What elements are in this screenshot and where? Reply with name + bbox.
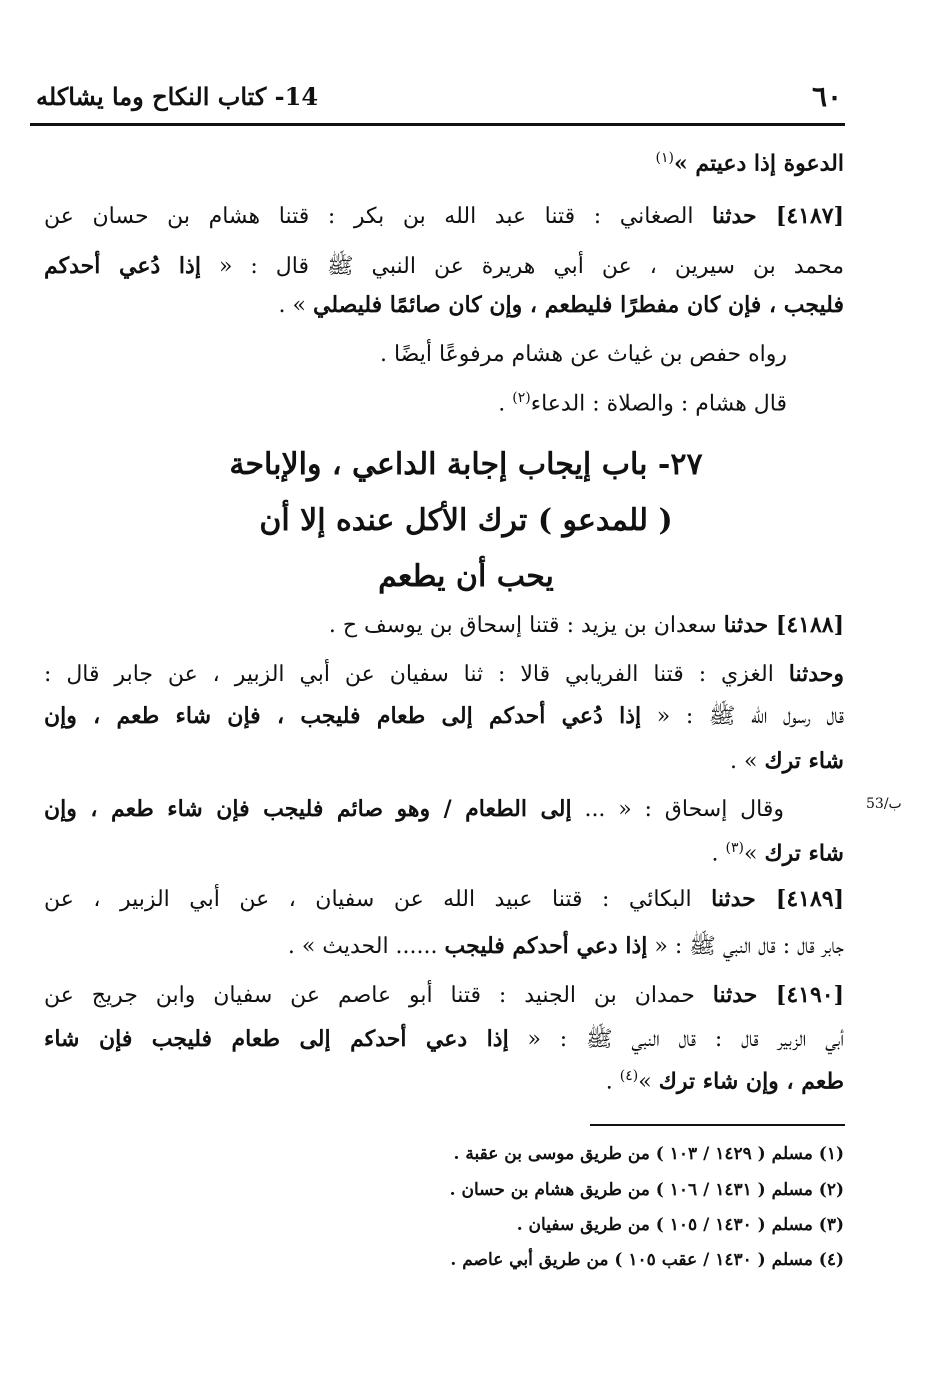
text-run: . bbox=[605, 1069, 620, 1095]
text-run: » bbox=[744, 841, 765, 867]
hadith-4188-line bbox=[730, 748, 844, 774]
text-line bbox=[656, 150, 844, 176]
margin-folio-note: 53/ب bbox=[866, 796, 902, 812]
hadith-4190-line bbox=[44, 1025, 844, 1057]
text-run: ...... الحديث » . bbox=[287, 934, 445, 959]
bold-text-run: إلى الطعام / وهو صائم فليجب فإن شاء طعم ، وإن bbox=[44, 796, 572, 822]
footnote-marker: (٣) bbox=[725, 840, 744, 856]
footnote: (٢) مسلم ( ١٤٣١ / ١٠٦ ) من طريق هشام بن حسان . bbox=[449, 1180, 844, 1200]
text-run: . bbox=[711, 841, 726, 867]
footnote: (١) مسلم ( ١٤٢٩ / ١٠٣ ) من طريق موسى بن عقبة . bbox=[453, 1144, 844, 1164]
text-run: » . bbox=[730, 749, 765, 774]
hadith-4188-line bbox=[329, 612, 844, 638]
text-run: حمدان بن الجنيد : قتنا أبو عاصم عن سفيان وابن جريج عن bbox=[44, 983, 713, 1008]
bold-text-run: طعم ، وإن شاء ترك bbox=[658, 1068, 844, 1095]
footnote-marker: (١) bbox=[655, 150, 675, 166]
bold-text-run: شاء ترك bbox=[764, 840, 844, 867]
hadith-4188-line bbox=[44, 796, 844, 822]
bold-text-run: [٤١٨٨] حدثنا bbox=[723, 612, 844, 638]
hadith-4188-line bbox=[44, 661, 844, 687]
chapter-heading-line: يحب أن يطعم bbox=[378, 559, 554, 594]
hadith-4190-line bbox=[44, 982, 844, 1008]
text-run: . bbox=[498, 391, 513, 417]
bold-text-run: إذا دُعي أحدكم إلى طعام فليجب ، فإن شاء طعم ، وإن bbox=[44, 703, 642, 729]
text-run: أبي الزبير قال : قال النبي ﷺ : « bbox=[508, 1027, 844, 1052]
running-chapter-title: 14- كتاب النكاح وما يشاكله bbox=[36, 82, 319, 111]
bold-text-run: [٤١٨٧] حدثنا bbox=[712, 203, 844, 229]
text-run: قال رسول الله ﷺ : « bbox=[641, 704, 844, 729]
bold-text-run: شاء ترك bbox=[764, 748, 844, 774]
bold-text-run: فليجب ، فإن كان مفطرًا فليطعم ، وإن كان صائمًا فليصلي bbox=[313, 292, 844, 318]
narration-note bbox=[380, 342, 787, 367]
bold-text-run: إذا دُعي أحدكم bbox=[44, 253, 201, 279]
bold-text-run: إذا دعي أحدكم إلى طعام فليجب فإن شاء bbox=[44, 1026, 509, 1052]
narration-note bbox=[498, 390, 787, 416]
hadith-4187-line bbox=[44, 203, 844, 229]
bold-text-run: [٤١٨٩] حدثنا bbox=[711, 886, 844, 912]
hadith-4187-line bbox=[44, 252, 844, 284]
text-run: جابر قال : قال النبي ﷺ : « bbox=[647, 934, 844, 959]
text-run: الغزي : قتنا الفريابي قالا : ثنا سفيان عن أبي الزبير ، عن جابر قال : bbox=[44, 662, 789, 687]
footnote-rule bbox=[590, 1124, 845, 1126]
bold-text-run: وحدثنا bbox=[788, 661, 844, 687]
chapter-heading-line: ٢٧- باب إيجاب إجابة الداعي ، والإباحة bbox=[229, 447, 703, 482]
text-run: رواه حفص بن غياث عن هشام مرفوعًا أيضًا . bbox=[379, 342, 787, 367]
hadith-4188-line bbox=[44, 702, 844, 734]
hadith-4188-line bbox=[712, 840, 844, 866]
text-run: البكائي : قتنا عبيد الله عن سفيان ، عن أبي الزبير ، عن bbox=[44, 887, 712, 912]
bold-text-run: [٤١٩٠] حدثنا bbox=[712, 982, 845, 1008]
text-run: قال هشام : والصلاة : الدعاء bbox=[530, 391, 787, 417]
chapter-heading-line: ( للمدعو ) ترك الأكل عنده إلا أن bbox=[259, 503, 673, 538]
page-number: ٦٠ bbox=[812, 80, 843, 113]
footnote-marker: (٤) bbox=[619, 1068, 639, 1084]
hadith-4189-line bbox=[288, 932, 844, 964]
text-run: » . bbox=[278, 293, 313, 318]
hadith-4187-line bbox=[279, 292, 844, 318]
text-run: الصغاني : قتنا عبد الله بن بكر : قتنا هشام بن حسان عن bbox=[44, 204, 713, 229]
header-rule bbox=[30, 123, 845, 126]
hadith-4190-line bbox=[606, 1068, 844, 1094]
text-run: وقال إسحاق : « ... bbox=[571, 797, 784, 822]
text-run: محمد بن سيرين ، عن أبي هريرة عن النبي ﷺ قال : « bbox=[200, 254, 844, 279]
text-run: » bbox=[638, 1069, 659, 1095]
bold-text-run: الدعوة إذا دعيتم » bbox=[674, 150, 844, 177]
footnote: (٣) مسلم ( ١٤٣٠ / ١٠٥ ) من طريق سفيان . bbox=[516, 1215, 844, 1235]
bold-text-run: إذا دعي أحدكم فليجب bbox=[444, 933, 648, 959]
footnote-marker: (٢) bbox=[512, 390, 531, 406]
text-run: سعدان بن يزيد : قتنا إسحاق بن يوسف ح . bbox=[328, 613, 724, 638]
footnote: (٤) مسلم ( ١٤٣٠ / عقب ١٠٥ ) من طريق أبي عاصم . bbox=[450, 1250, 844, 1270]
hadith-4189-line bbox=[44, 886, 844, 912]
